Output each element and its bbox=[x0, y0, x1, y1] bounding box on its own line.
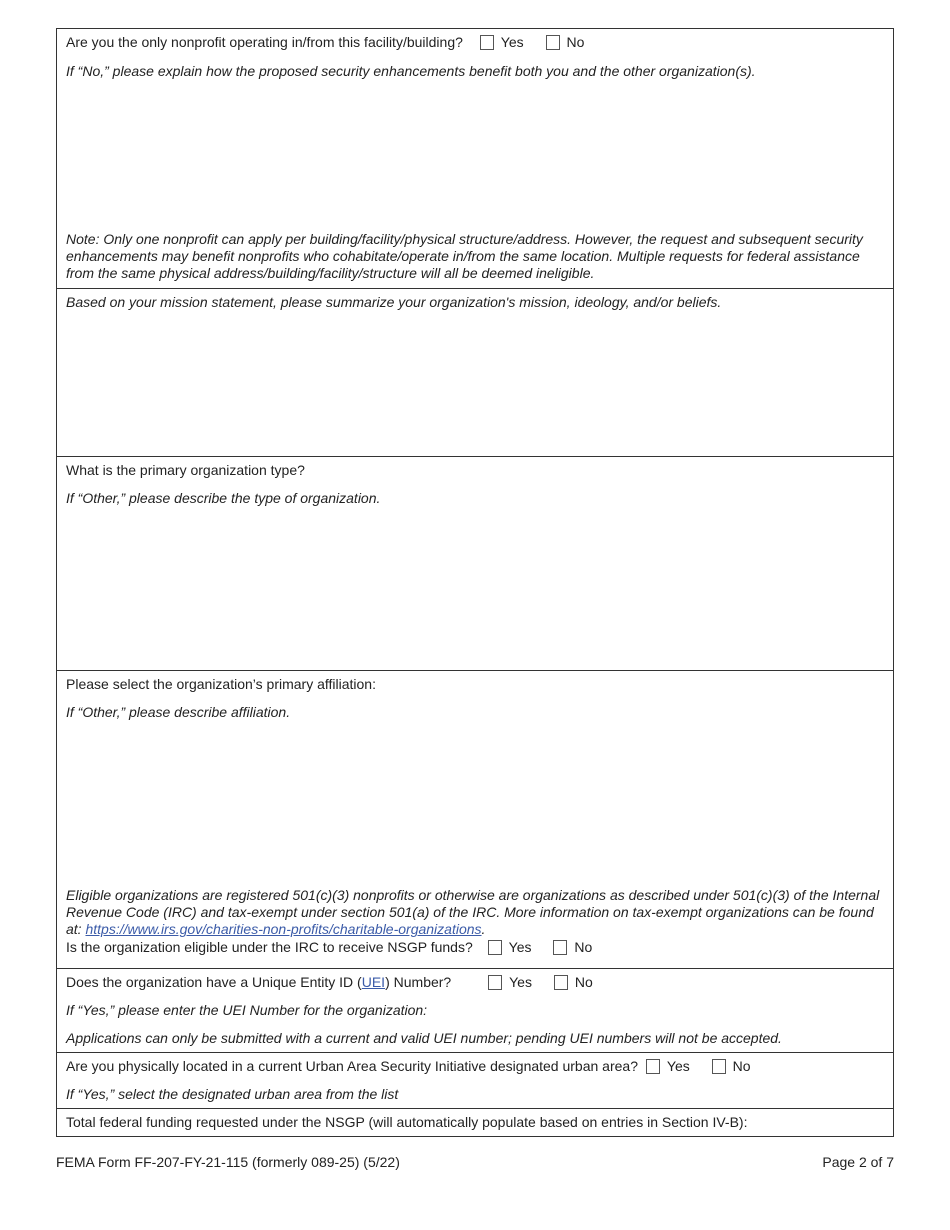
uei-note: Applications can only be submitted with a current and valid UEI number; pending UEI numbers will not be accepted. bbox=[66, 1030, 782, 1046]
irs-link[interactable]: https://www.irs.gov/charities-non-profits/charitable-organizations bbox=[85, 921, 482, 937]
eligibility-yes-option[interactable] bbox=[488, 939, 532, 956]
section-sole-nonprofit bbox=[57, 29, 893, 289]
eligibility-row bbox=[66, 939, 592, 956]
yes-label: Yes bbox=[666, 1058, 690, 1074]
org-type-question[interactable]: What is the primary organization type? bbox=[66, 462, 305, 478]
mission-prompt: Based on your mission statement, please summarize your organization's mission, ideology, and/or beliefs. bbox=[66, 294, 722, 310]
sole-nonprofit-question: Are you the only nonprofit operating in/from this facility/building? bbox=[66, 34, 463, 50]
no-label: No bbox=[574, 939, 593, 955]
application-form bbox=[56, 28, 894, 1137]
eligibility-note-period: . bbox=[481, 921, 486, 937]
uasi-yes-option[interactable] bbox=[646, 1058, 690, 1075]
checkbox[interactable] bbox=[646, 1059, 660, 1074]
funding-label[interactable]: Total federal funding requested under the NSGP (will automatically populate based on entries in Section IV-B): bbox=[66, 1114, 748, 1130]
uei-yes-option[interactable] bbox=[488, 974, 532, 991]
uei-no-option[interactable] bbox=[554, 974, 593, 991]
eligibility-no-option[interactable] bbox=[553, 939, 592, 956]
checkbox[interactable] bbox=[488, 940, 502, 955]
no-label: No bbox=[574, 974, 593, 990]
section-funding bbox=[57, 1109, 893, 1137]
uei-row bbox=[66, 969, 893, 991]
no-label: No bbox=[566, 34, 585, 50]
checkbox[interactable] bbox=[488, 975, 502, 990]
sole-nonprofit-explain-prompt: If “No,” please explain how the proposed security enhancements benefit both you and the other organization(s). bbox=[66, 63, 756, 79]
yes-label: Yes bbox=[500, 34, 524, 50]
no-label: No bbox=[732, 1058, 751, 1074]
affiliation-other-prompt: If “Other,” please describe affiliation. bbox=[66, 704, 291, 720]
sole-nonprofit-row bbox=[66, 29, 893, 51]
uei-link[interactable]: UEI bbox=[361, 974, 386, 990]
uasi-urban-area-prompt[interactable]: If “Yes,” select the designated urban area from the list bbox=[66, 1086, 399, 1102]
eligibility-note-text: Eligible organizations are registered 501(c)(3) nonprofits or otherwise are organizations as described under 501(c)(3) of the Internal Revenue Code (IRC) and tax-exempt under section 501(a) of the IRC. More information on tax-exempt organizations can be found at: bbox=[66, 887, 880, 937]
checkbox[interactable] bbox=[546, 35, 560, 50]
uei-question-start: Does the organization have a Unique Entity ID ( bbox=[66, 974, 362, 990]
section-org-type bbox=[57, 457, 893, 671]
eligibility-note bbox=[66, 887, 893, 938]
section-uasi bbox=[57, 1053, 893, 1109]
section-uei bbox=[57, 969, 893, 1053]
sole-nonprofit-yes-option[interactable] bbox=[480, 34, 524, 51]
checkbox[interactable] bbox=[480, 35, 494, 50]
org-type-other-prompt: If “Other,” please describe the type of organization. bbox=[66, 490, 381, 506]
affiliation-question[interactable]: Please select the organization’s primary affiliation: bbox=[66, 676, 376, 692]
uasi-question: Are you physically located in a current Urban Area Security Initiative designated urban area? bbox=[66, 1058, 638, 1074]
checkbox[interactable] bbox=[554, 975, 568, 990]
checkbox[interactable] bbox=[712, 1059, 726, 1074]
eligibility-question: Is the organization eligible under the IRC to receive NSGP funds? bbox=[66, 939, 473, 955]
checkbox[interactable] bbox=[553, 940, 567, 955]
uei-number-prompt[interactable]: If “Yes,” please enter the UEI Number for the organization: bbox=[66, 1002, 428, 1018]
uasi-row bbox=[66, 1053, 893, 1075]
uei-question-end: ) Number? bbox=[385, 974, 452, 990]
sole-nonprofit-note: Note: Only one nonprofit can apply per building/facility/physical structure/address. However, the request and subsequent security enhancements may benefit nonprofits who cohabitate/operate in/from the same location. Multiple requests for federal assistance from the same physical address/building/facility/structure will all be deemed ineligible. bbox=[66, 231, 863, 281]
section-mission[interactable] bbox=[57, 289, 893, 457]
section-affiliation bbox=[57, 671, 893, 969]
sole-nonprofit-no-option[interactable] bbox=[546, 34, 585, 51]
uasi-no-option[interactable] bbox=[712, 1058, 751, 1075]
yes-label: Yes bbox=[509, 974, 532, 990]
page-number: Page 2 of 7 bbox=[822, 1154, 894, 1170]
form-id: FEMA Form FF-207-FY-21-115 (formerly 089-25) (5/22) bbox=[56, 1154, 400, 1170]
yes-label: Yes bbox=[508, 939, 532, 955]
